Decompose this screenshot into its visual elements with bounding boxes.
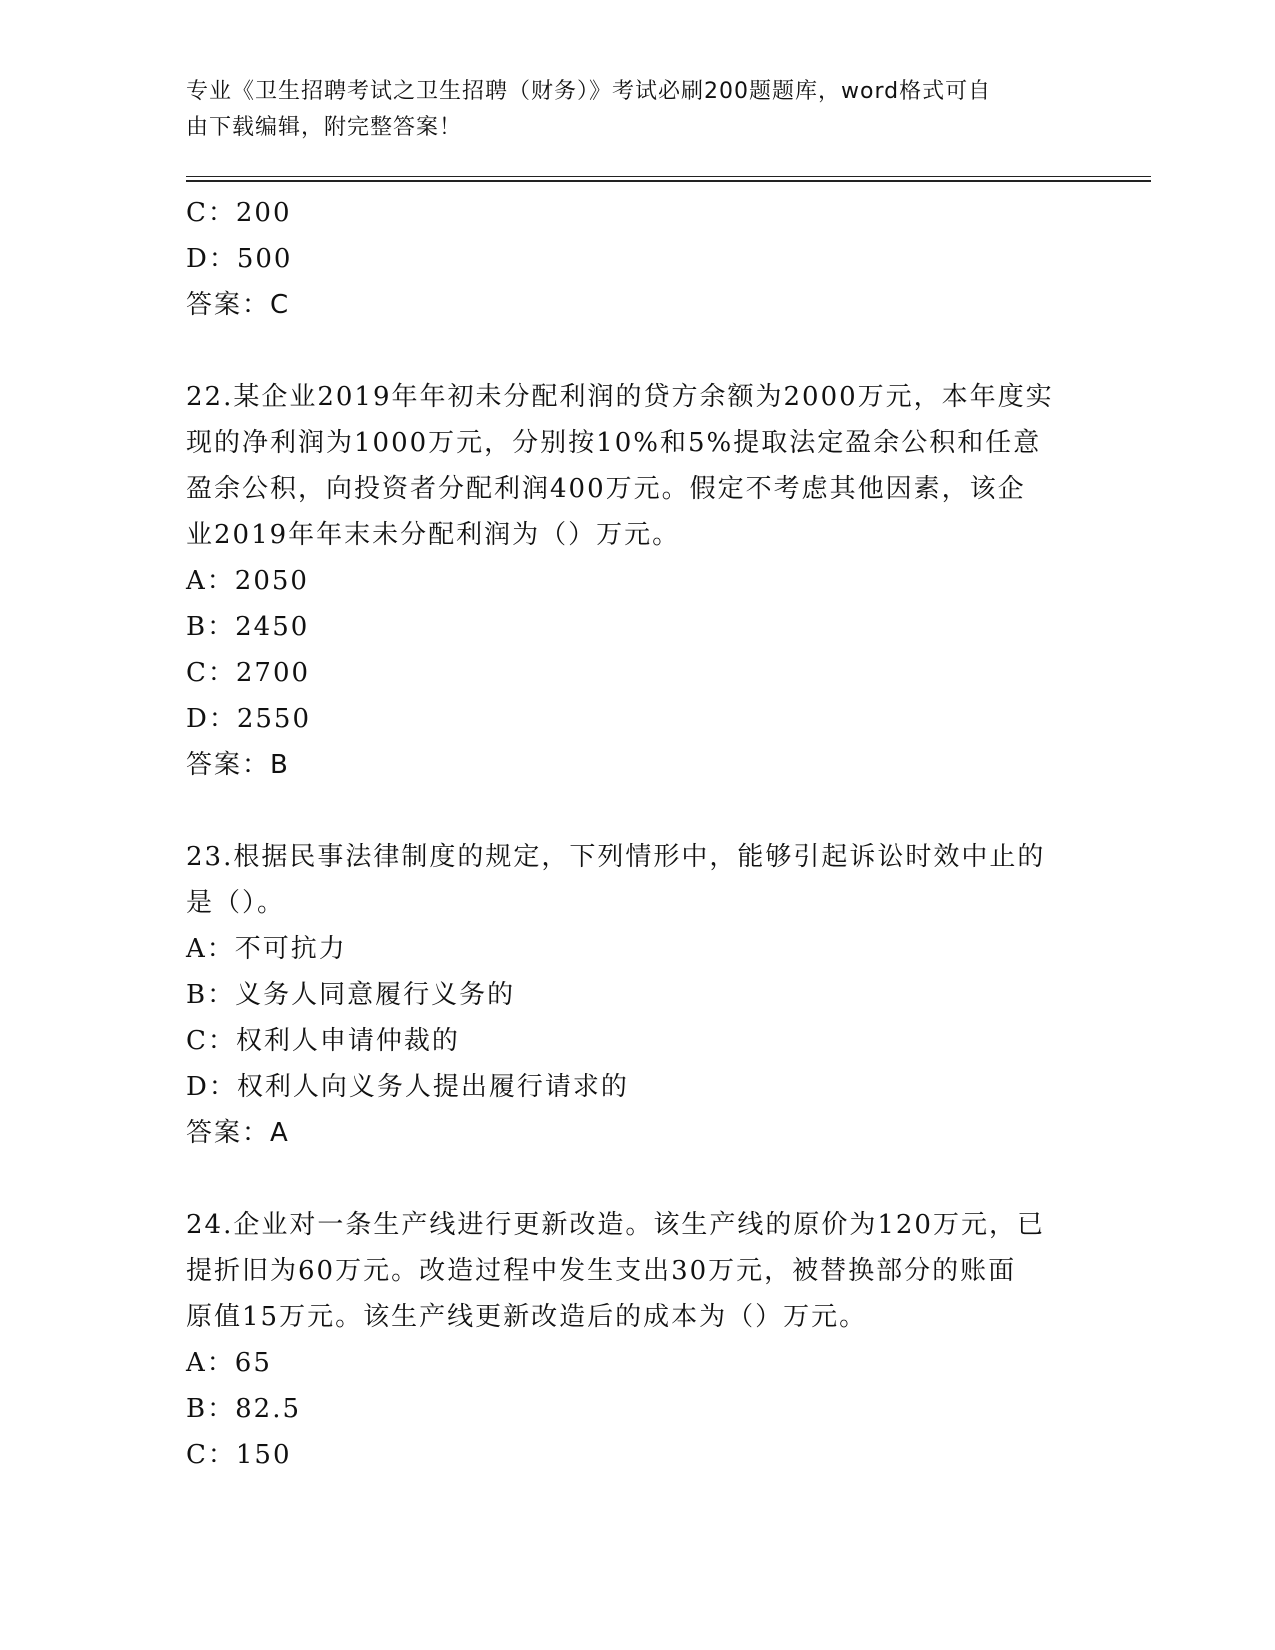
question-22: [186, 374, 1076, 788]
spacer: [186, 328, 1076, 374]
question-text-line: 提折旧为60万元。改造过程中发生支出30万元，被替换部分的账面: [186, 1256, 1017, 1286]
question-text-line: 业2019年年末未分配利润为（）万元。: [186, 520, 681, 550]
question-21-tail: [186, 190, 1076, 328]
option-d: D：2550: [186, 704, 312, 734]
spacer: [186, 1156, 1076, 1202]
document-body: [186, 190, 1076, 1478]
header-divider-thin: [186, 176, 1151, 177]
answer-line: 答案：B: [186, 750, 290, 780]
spacer: [186, 788, 1076, 834]
question-text-line: 22.某企业2019年年初未分配利润的贷方余额为2000万元，本年度实: [186, 382, 1054, 412]
question-text-line: 24.企业对一条生产线进行更新改造。该生产线的原价为120万元，已: [186, 1210, 1045, 1240]
question-text-line: 原值15万元。该生产线更新改造后的成本为（）万元。: [186, 1302, 868, 1332]
option-b: B：82.5: [186, 1394, 301, 1424]
option-c: C：权利人申请仲裁的: [186, 1026, 460, 1056]
option-c: C：200: [186, 198, 292, 228]
question-text-line: 23.根据民事法律制度的规定，下列情形中，能够引起诉讼时效中止的: [186, 842, 1046, 872]
header-line-2: 由下载编辑，附完整答案！: [186, 115, 463, 140]
header-line-1: 专业《卫生招聘考试之卫生招聘（财务）》考试必刷200题题库，word格式可自: [186, 79, 992, 104]
option-a: A：不可抗力: [186, 934, 347, 964]
option-d: D：500: [186, 244, 293, 274]
question-23: [186, 834, 1076, 1156]
answer-line: 答案：A: [186, 1118, 290, 1148]
header-divider-thick: [186, 180, 1151, 182]
question-24: [186, 1202, 1076, 1478]
answer-line: 答案：C: [186, 290, 291, 320]
question-text-line: 是（）。: [186, 888, 286, 918]
option-d: D：权利人向义务人提出履行请求的: [186, 1072, 629, 1102]
option-a: A：65: [186, 1348, 272, 1378]
question-text-line: 现的净利润为1000万元，分别按10%和5%提取法定盈余公积和任意: [186, 428, 1042, 458]
option-a: A：2050: [186, 566, 309, 596]
option-b: B：义务人同意履行义务的: [186, 980, 516, 1010]
question-text-line: 盈余公积，向投资者分配利润400万元。假定不考虑其他因素，该企: [186, 474, 1026, 504]
option-c: C：150: [186, 1440, 292, 1470]
page-header: [186, 74, 1066, 146]
option-c: C：2700: [186, 658, 311, 688]
option-b: B：2450: [186, 612, 310, 642]
